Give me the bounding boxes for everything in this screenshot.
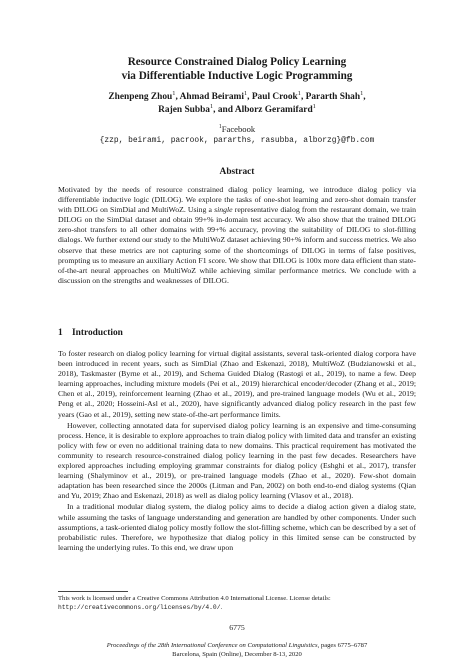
author-affil-mark: 1 — [209, 102, 214, 110]
author-separator: , — [363, 92, 366, 102]
page-number: 6775 — [229, 623, 245, 632]
license-url-link[interactable]: http://creativecommons.org/licenses/by/4.0/ — [58, 604, 221, 611]
proceedings-line-2: Barcelona, Spain (Online), December 8-13, 2020 — [172, 651, 302, 658]
paper-title — [40, 55, 434, 83]
author-separator: , — [300, 92, 306, 102]
abstract-text — [58, 185, 416, 286]
author-emails[interactable]: {zzp, beirami, pacrook, pararths, rasubba, alborzg}@fb.com — [99, 136, 375, 145]
body-paragraph: In a traditional modular dialog system, the dialog policy aims to decide a dialog action given a dialog state, while assuming the tasks of language understanding and generation are handled by other components. Under such assumptions, a task-oriented dialog policy mostly follow the slot-filling scheme, which can be described by a set of probabilistic rules. Therefore, we hypothesize that dialog policy in this limited sense can be constructed by learning the underlying rules. To this end, we draw upon — [58, 502, 416, 552]
abstract-emphasis: single — [214, 205, 233, 215]
author-affil-mark: 1 — [360, 89, 364, 97]
proceedings-footer — [40, 641, 434, 659]
footnote-rule — [58, 591, 128, 592]
title-line-2: via Differentiable Inductive Logic Programming — [121, 70, 353, 82]
author-affil-mark: 1 — [312, 102, 316, 110]
author-name: Pararth Shah — [305, 92, 361, 102]
footnote-text: This work is licensed under a Creative Commons Attribution 4.0 International License. License details: — [58, 595, 331, 602]
author-name: Ahmad Beirami — [179, 92, 244, 102]
author-separator: , — [175, 92, 180, 102]
author-line-1 — [40, 91, 434, 104]
author-affil-mark: 1 — [297, 89, 301, 97]
abstract-part-2: representative dialog from the restaurant domain, we train DILOG on the SimDial dataset and obtain 99+% in-domain test accuracy. We also show that the trained DILOG zero-shot transfers to all other domains with 99+% accuracy, proving the suitability of DILOG to slot-filling dialogs. We further extend our study to the MultiWoZ dataset achieving 90+% inform and success metrics. We also observe that these metrics are not capturing some of the shortcomings of DILOG in terms of false positives, prompting us to measure an auxiliary Action F1 score. We show that DILOG is 100x more data efficient than state-of-the-art neural approaches on MultiWoZ while achieving similar performance metrics. We conclude with a discussion on the strengths and weaknesses of DILOG. — [58, 205, 416, 285]
abstract-part-1: Motivated by the needs of resource constrained dialog policy learning, we introduce dialog policy via differentiable inductive logic (DILOG). We explore the tasks of one-shot learning and zero-shot domain transfer with DILOG on SimDial and MultiWoZ. Using a — [58, 185, 416, 215]
title-line-1: Resource Constrained Dialog Policy Learning — [127, 56, 347, 68]
author-name: Alborz Geramifard — [234, 104, 313, 115]
author-affil-mark: 1 — [172, 89, 176, 97]
body-paragraph: To foster research on dialog policy learning for virtual digital assistants, several task-oriented dialog corpora have been introduced in recent years, such as SimDial (Zhao and Eskenazi, 2018), MultiWoZ (Budzianowski et al., 2018), Taskmaster (Byrne et al., 2019), and Schema Guided Dialog (Rastogi et al., 2019), to name a few. Deep learning approaches, including mixture models (Pei et al., 2019) hierarchical encoder/decoder (Zhang et al., 2019; Chen et al., 2019), reinforcement learning (Zhao et al., 2019), and pre-trained language models (Wu et al., 2019; Peng et al., 2020; Hosseini-Asl et al., 2020), have significantly advanced dialog policy research in the past few years (Gao et al., 2019), setting new state-of-the-art performance limits. — [58, 349, 416, 419]
author-line-2 — [40, 104, 434, 117]
proceedings-pages: , pages 6775–6787 — [317, 642, 368, 649]
license-footnote — [58, 594, 416, 612]
author-name: Paul Crook — [251, 92, 298, 102]
abstract-heading: Abstract — [219, 167, 255, 177]
author-separator: , — [247, 92, 252, 102]
author-name: Zhenpeng Zhou — [108, 92, 173, 102]
author-affil-mark: 1 — [243, 89, 248, 97]
footnote-end: . — [220, 604, 223, 611]
body-paragraph: However, collecting annotated data for supervised dialog policy learning is an expensive and time-consuming process. Hence, it is desirable to explore approaches to train dialog policy with limited data and transfer an existing policy with few or even no additional training data to new domains. This practical requirement has motivated the community to research resource-constrained dialog policy learning in the past few decades. Researchers have explored approaches including employing grammar constraints for dialog policy (Eshghi et al., 2017), transfer learning (Shalyminov et al., 2019), or pre-trained language models (Zhao et al., 2020). Few-shot domain adaptation has been researched since the 2000s (Litman and Pan, 2002) on both end-to-end dialog systems (Qian and Yu, 2019; Zhao and Eskenazi, 2018) as well as dialog policy learning (Vlasov et al., 2018). — [58, 420, 416, 501]
section-number: 1 — [58, 328, 63, 338]
section-title: Introduction — [72, 328, 123, 338]
affiliation-mark: 1 — [218, 124, 222, 131]
author-name: Rajen Subba — [158, 104, 210, 115]
author-list — [40, 91, 434, 116]
affiliation-name: Facebook — [221, 124, 256, 134]
author-separator: , and — [213, 104, 235, 115]
section-heading — [58, 327, 123, 339]
affiliation — [40, 124, 434, 135]
proceedings-name: Proceedings of the 28th International Conference on Computational Linguistics — [106, 642, 318, 649]
proceedings-line-1 — [40, 641, 434, 650]
introduction-body — [58, 349, 416, 553]
